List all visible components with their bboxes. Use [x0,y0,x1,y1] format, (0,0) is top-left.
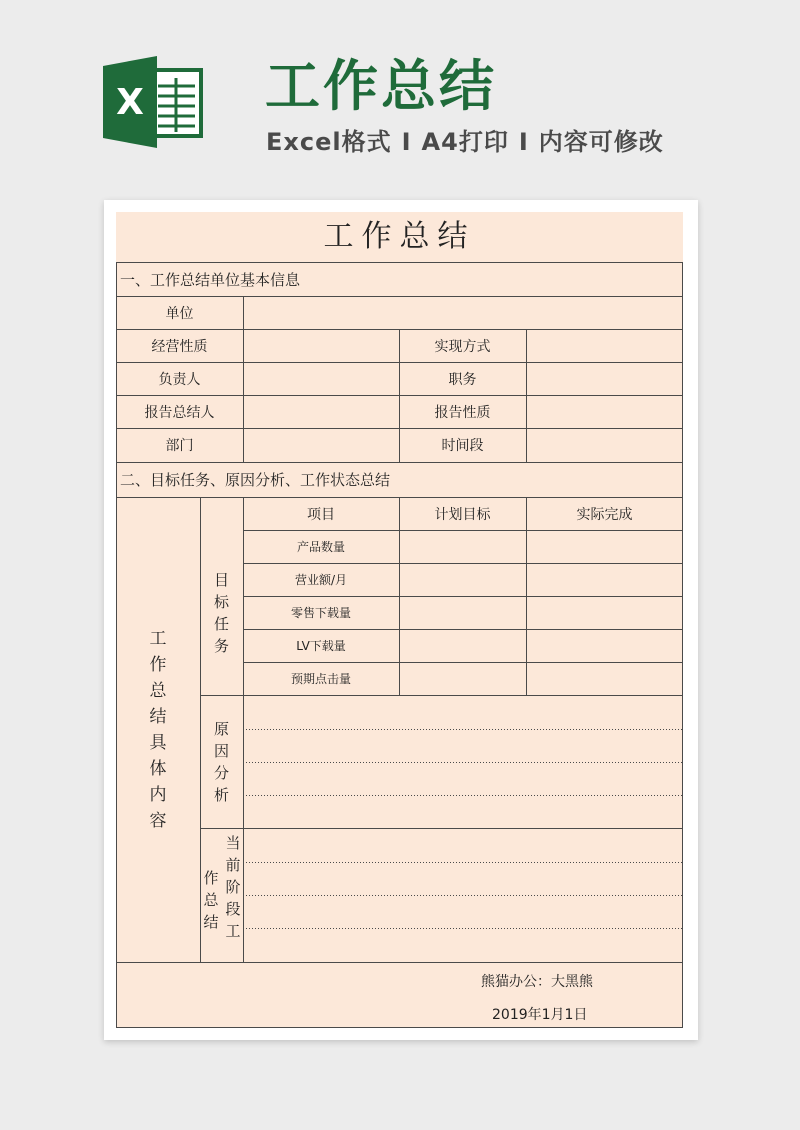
svg-text:X: X [116,82,144,123]
status-label-char: 工 [225,922,241,940]
status-summary-area[interactable] [243,828,683,962]
header-actual-done: 实际完成 [576,506,633,523]
actual-cell[interactable] [526,596,683,629]
reason-label-char: 原 [213,719,229,738]
form-sheet [116,212,683,1028]
label-business-nature: 经营性质 [151,338,208,355]
label-report-nature: 报告性质 [434,404,491,421]
status-label-char: 总 [203,891,219,909]
status-label-char: 作 [203,869,219,887]
target-task-label [200,530,243,695]
item-revenue: 营业额/月 [294,573,348,587]
summary-label-char: 容 [149,810,167,831]
document-paper [104,200,698,1040]
subtitle-separator: I [518,128,529,156]
input-period[interactable] [526,428,683,462]
item-product-count: 产品数量 [296,540,345,554]
banner-subtitle [266,126,664,158]
subtitle-format: Excel格式 [266,128,392,156]
actual-cell[interactable] [526,629,683,662]
summary-label-char: 工 [149,628,167,649]
status-label-char: 前 [225,856,241,874]
banner-header [0,0,800,200]
status-label-char: 结 [203,913,219,931]
target-label-char: 标 [213,592,229,611]
reason-analysis-area[interactable] [243,695,683,828]
excel-icon [103,56,203,148]
reason-label-char: 析 [213,785,229,804]
footer-date: 2019年1月1日 [492,1007,588,1023]
summary-content-label [116,497,200,962]
target-label-char: 任 [213,614,229,633]
subtitle-print: A4打印 [421,128,509,156]
plan-cell[interactable] [399,662,526,695]
subtitle-separator: I [401,128,412,156]
actual-cell[interactable] [526,563,683,596]
input-unit[interactable] [243,296,683,329]
reason-analysis-label [200,695,243,828]
target-label-char: 目 [213,570,229,589]
summary-label-char: 体 [149,758,167,779]
input-method[interactable] [526,329,683,362]
plan-cell[interactable] [399,530,526,563]
input-reporter[interactable] [243,395,399,428]
footer-organization: 熊猫办公：大黑熊 [481,974,593,990]
status-label-char: 阶 [225,878,241,896]
input-duty[interactable] [526,362,683,395]
label-duty: 职务 [448,371,477,388]
plan-cell[interactable] [399,596,526,629]
plan-cell[interactable] [399,563,526,596]
target-label-char: 务 [213,636,229,655]
input-leader[interactable] [243,362,399,395]
status-label-char: 段 [225,900,241,918]
summary-label-char: 具 [149,732,167,753]
actual-cell[interactable] [526,530,683,563]
item-retail-downloads: 零售下载量 [290,606,351,620]
status-label-column-right [222,828,244,962]
input-report-nature[interactable] [526,395,683,428]
plan-cell[interactable] [399,629,526,662]
banner-title: 工作总结 [265,54,498,118]
label-unit: 单位 [165,305,194,322]
label-leader: 负责人 [158,371,201,388]
item-lv-downloads: LV下载量 [296,639,346,653]
section1-heading: 一、工作总结单位基本信息 [120,270,301,289]
document-title: 工作总结 [323,219,476,254]
item-expected-clicks: 预期点击量 [290,672,351,686]
reason-label-char: 分 [213,763,229,782]
status-label-column-left [200,828,222,962]
subtitle-editable: 内容可修改 [538,128,664,156]
header-item: 项目 [307,506,335,523]
summary-label-char: 总 [149,680,167,701]
summary-label-char: 结 [149,706,167,727]
status-label-char: 当 [225,834,241,852]
label-period: 时间段 [441,438,484,454]
summary-label-char: 内 [149,784,167,805]
label-method: 实现方式 [434,338,491,355]
label-department: 部门 [165,438,194,454]
input-business-nature[interactable] [243,329,399,362]
section2-heading: 二、目标任务、原因分析、工作状态总结 [120,471,391,489]
actual-cell[interactable] [526,662,683,695]
input-department[interactable] [243,428,399,462]
summary-label-char: 作 [149,654,167,675]
label-reporter: 报告总结人 [144,404,215,421]
header-plan-target: 计划目标 [434,506,491,523]
reason-label-char: 因 [213,741,229,760]
